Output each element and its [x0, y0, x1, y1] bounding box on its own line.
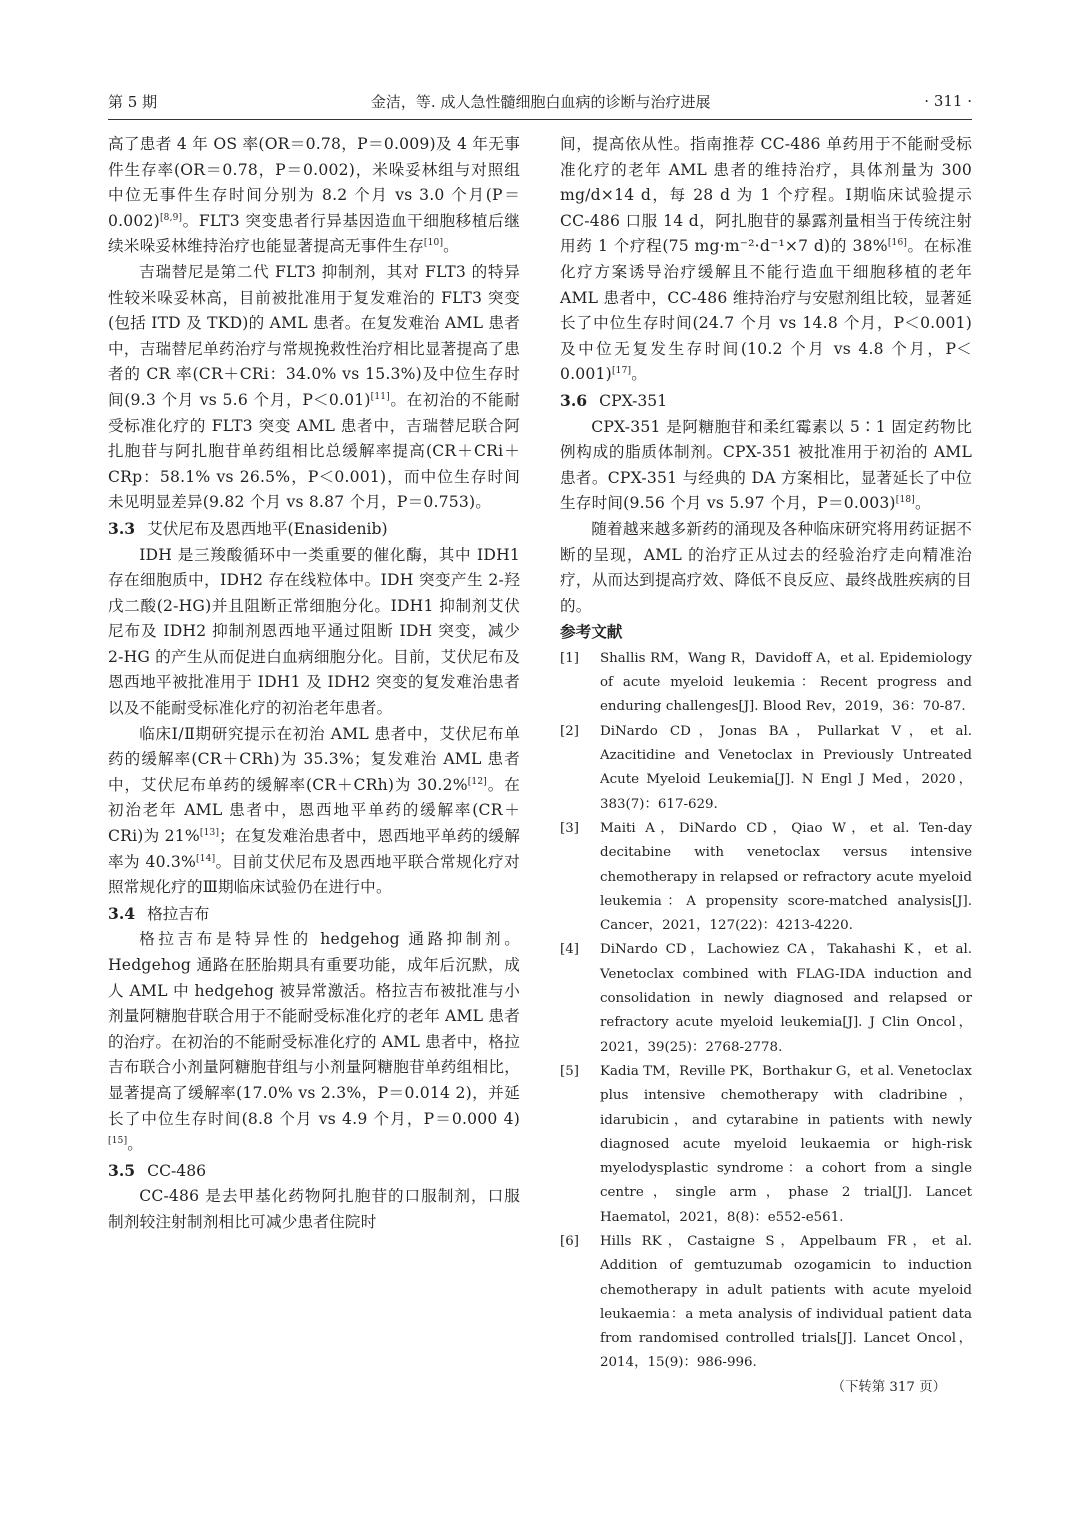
continued-note: （下转第 317 页） — [831, 1379, 946, 1395]
paragraph: CC-486 是去甲基化药物阿扎胞苷的口服制剂，口服制剂较注射制剂相比可减少患者住院时 — [108, 1187, 520, 1231]
reference-item: [3] Maiti A，DiNardo CD，Qiao W，et al. Ten-day decitabine with venetoclax versus intensive chemotherapy in relapsed or refractory acute myeloid leukemia：A propensity score-matched analysis[J]. Cancer，2021，127(22)：4213-4220. — [560, 820, 972, 934]
paragraph: CPX-351 是阿糖胞苷和柔红霉素以 5∶1 固定药物比例构成的脂质体制剂。CPX-351 被批准用于初治的 AML 患者。CPX-351 与经典的 DA 方案相比，显著延长了中位生存时间(9.56 个月 vs 5.97 个月，P＝0.003)[18]。 — [560, 417, 972, 513]
reference-item: [5] Kadia TM，Reville PK，Borthakur G，et al. Venetoclax plus intensive chemotherapy with cladribine，idarubicin，and cytarabine in patients with newly diagnosed acute myeloid leukaemia or high-risk myelodysplastic syndrome：a cohort from a single centre，single arm，phase 2 trial[J]. Lancet Haematol，2021，8(8)：e552-e561. — [560, 1063, 972, 1225]
paragraph: IDH 是三羧酸循环中一类重要的催化酶，其中 IDH1 存在细胞质中，IDH2 存在线粒体中。IDH 突变产生 2-羟戊二酸(2-HG)并且阻断正常细胞分化。IDH1 抑制剂艾伏尼布及 IDH2 抑制剂恩西地平通过阻断 IDH 突变，减少 2-HG 的产生从而促进白血病细胞分化。目前，艾伏尼布及恩西地平被批准用于 IDH1 及 IDH2 突变的复发难治患者以及不能耐受标准化疗的初治老年患者。 — [108, 545, 520, 718]
running-title: 金洁，等. 成人急性髓细胞白血病的诊断与治疗进展 — [370, 92, 711, 111]
header-rule — [108, 119, 972, 120]
section-heading-3-5: 3.5 CC-486 — [108, 1160, 207, 1180]
citation: [11] — [370, 391, 390, 402]
section-heading-3-6: 3.6 CPX-351 — [560, 390, 668, 410]
citation: [15] — [108, 1135, 128, 1146]
section-heading-3-3: 3.3 艾伏尼布及恩西地平(Enasidenib) — [108, 518, 388, 538]
paragraph: 吉瑞替尼是第二代 FLT3 抑制剂，其对 FLT3 的特异性较米哚妥林高，目前被批准用于复发难治的 FLT3 突变(包括 ITD 及 TKD)的 AML 患者。在复发难治 AML 患者中，吉瑞替尼单药治疗与常规挽救性治疗相比显著提高了患者的 CR 率(CR＋CRi：34.0% vs 15.3%)及中位生存时间(9.3 个月 vs 5.6 个月，P＜0.01)[11]。在初治的不能耐受标准化疗的 FLT3 突变 AML 患者中，吉瑞替尼联合阿扎胞苷与阿扎胞苷单药组相比总缓解率提高(CR＋CRi＋CRp：58.1% vs 26.5%，P＜0.001)，而中位生存时间未见明显差异(9.82 个月 vs 8.87 个月，P＝0.753)。 — [108, 262, 520, 512]
reference-item: [6] Hills RK，Castaigne S，Appelbaum FR，et al. Addition of gemtuzumab ozogamicin to induction chemotherapy in adult patients with acute myeloid leukaemia：a meta analysis of individual patient data from randomised controlled trials[J]. Lancet Oncol，2014，15(9)：986-996. — [560, 1234, 972, 1371]
citation: [8,9] — [159, 212, 183, 223]
paragraph: 高了患者 4 年 OS 率(OR＝0.78，P＝0.009)及 4 年无事件生存率(OR＝0.78，P＝0.002)，米哚妥林组与对照组中位无事件生存时间分别为 8.2 个月 vs 3.0 个月(P＝0.002)[8,9]。FLT3 突变患者行异基因造血干细胞移植后继续米哚妥林维持治疗也能显著提高无事件生存[10]。 — [108, 135, 520, 256]
citation: [13] — [199, 827, 220, 838]
left-column — [108, 132, 520, 1236]
citation: [18] — [895, 495, 916, 506]
citation: [12] — [467, 776, 487, 787]
citation: [17] — [611, 366, 632, 377]
section-heading-3-4: 3.4 格拉吉布 — [108, 903, 210, 923]
reference-item: [4] DiNardo CD，Lachowiez CA，Takahashi K，et al. Venetoclax combined with FLAG-IDA induction and consolidation in newly diagnosed and relapsed or refractory acute myeloid leukemia[J]. J Clin Oncol，2021，39(25)：2768-2778. — [560, 942, 972, 1055]
paragraph: 随着越来越多新药的涌现及各种临床研究将用药证据不断的呈现，AML 的治疗正从过去的经验治疗走向精准治疗，从而达到提高疗效、降低不良反应、最终战胜疾病的目的。 — [560, 519, 972, 615]
citation: [10] — [423, 238, 444, 249]
page-number: · 311 · — [924, 92, 972, 110]
paragraph: 临床Ⅰ/Ⅱ期研究提示在初治 AML 患者中，艾伏尼布单药的缓解率(CR＋CRh)为 35.3%；复发难治 AML 患者中，艾伏尼布单药的缓解率(CR＋CRh)为 30.2%[12]。在初治老年 AML 患者中，恩西地平单药的缓解率(CR＋CRi)为 21%[13]；在复发难治患者中，恩西地平单药的缓解率为 40.3%[14]。目前艾伏尼布及恩西地平联合常规化疗对照常规化疗的Ⅲ期临床试验仍在进行中。 — [108, 724, 520, 897]
citation: [16] — [887, 238, 908, 249]
citation: [14] — [196, 853, 216, 864]
reference-item: [1] Shallis RM，Wang R，Davidoff A，et al. Epidemiology of acute myeloid leukemia：Recent progress and enduring challenges[J]. Blood Rev，2019，36：70-87. — [560, 650, 972, 715]
reference-list — [560, 647, 972, 1376]
reference-item: [2] DiNardo CD，Jonas BA，Pullarkat V，et al. Azacitidine and Venetoclax in Previously Untreated Acute Myeloid Leukemia[J]. N Engl J Med，2020，383(7)：617-629. — [560, 723, 972, 812]
running-header — [108, 88, 972, 114]
right-column — [560, 132, 972, 1400]
issue-number: 第 5 期 — [108, 92, 158, 111]
paragraph: 格拉吉布是特异性的 hedgehog 通路抑制剂。Hedgehog 通路在胚胎期具有重要功能，成年后沉默，成人 AML 中 hedgehog 被异常激活。格拉吉布被批准与小剂量阿糖胞苷联合用于不能耐受标准化疗的老年 AML 患者的治疗。在初治的不能耐受标准化疗的 AML 患者中，格拉吉布联合小剂量阿糖胞苷组与小剂量阿糖胞苷单药组相比，显著提高了缓解率(17.0% vs 2.3%，P＝0.014 2)，并延长了中位生存时间(8.8 个月 vs 4.9 个月，P＝0.000 4)[15]。 — [108, 930, 520, 1154]
references-heading: 参考文献 — [560, 622, 623, 642]
paragraph: 间，提高依从性。指南推荐 CC-486 单药用于不能耐受标准化疗的老年 AML 患者的维持治疗，具体剂量为 300 mg/d×14 d，每 28 d 为 1 个疗程。Ⅰ期临床试验提示 CC-486 口服 14 d，阿扎胞苷的暴露剂量相当于传统注射用药 1 个疗程(75 mg·m⁻²·d⁻¹×7 d)的 38%[16]。在标准化疗方案诱导治疗缓解且不能行造血干细胞移植的老年 AML 患者中，CC-486 维持治疗与安慰剂组比较，显著延长了中位生存时间(24.7 个月 vs 14.8 个月，P＜0.001)及中位无复发生存时间(10.2 个月 vs 4.8 个月，P＜0.001)[17]。 — [560, 135, 972, 384]
